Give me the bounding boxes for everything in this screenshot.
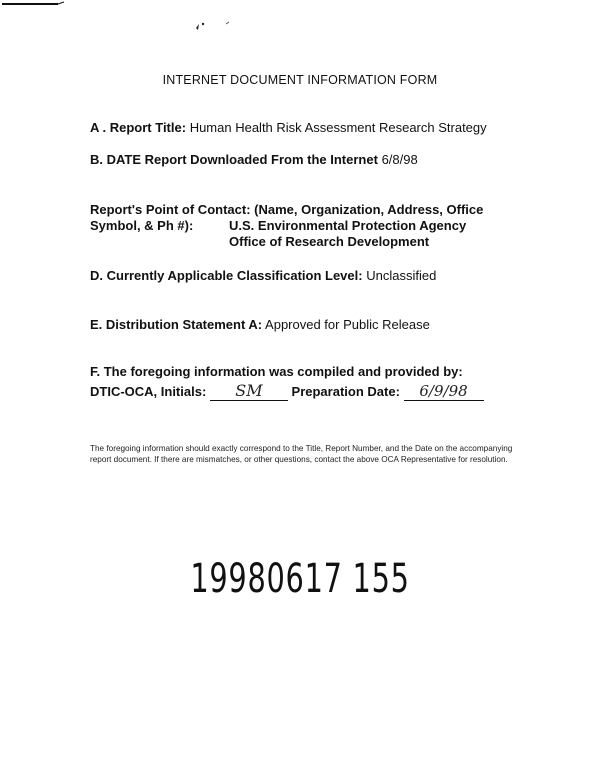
classification-value: Unclassified: [366, 268, 437, 283]
distribution-label: E. Distribution Statement A:: [90, 317, 263, 332]
prep-date-value: 6/9/98: [419, 382, 468, 400]
poc-value-line1: U.S. Environmental Protection Agency: [229, 218, 467, 233]
date-value: 6/8/98: [381, 152, 418, 167]
date-label: B. DATE Report Downloaded From the Internet: [90, 152, 378, 167]
initials-row: [90, 381, 484, 401]
scan-artifacts: [0, 0, 600, 60]
poc-value-line2: Office of Research Development: [229, 234, 430, 249]
classification-row: [90, 268, 436, 283]
compiled-line: F. The foregoing information was compiled and provided by:: [90, 364, 463, 379]
document-number: 19980617 155: [190, 556, 410, 602]
distribution-row: [90, 317, 430, 332]
initials-value: SM: [235, 381, 263, 400]
initials-label: DTIC-OCA, Initials:: [90, 384, 207, 399]
form-title: INTERNET DOCUMENT INFORMATION FORM: [162, 73, 438, 87]
distribution-value: Approved for Public Release: [265, 317, 430, 332]
prep-date-label: Preparation Date:: [291, 384, 400, 399]
initials-field: [210, 381, 288, 401]
fine-print: The foregoing information should exactly correspond to the Title, Report Number, and the Date on the accompanying report document. If there are mismatches, or other questions, contact the above OCA Representative for resolution.: [90, 444, 513, 464]
date-row: [90, 152, 418, 167]
report-title-row: [90, 120, 487, 135]
poc-label-line2: Symbol, & Ph #):: [90, 218, 194, 233]
classification-label: D. Currently Applicable Classification Level:: [90, 268, 363, 283]
prep-date-field: [404, 382, 484, 401]
report-title-label: A . Report Title:: [90, 120, 187, 135]
poc-label-line1: Report's Point of Contact: (Name, Organization, Address, Office: [90, 202, 484, 217]
report-title-value: Human Health Risk Assessment Research Strategy: [189, 120, 487, 135]
